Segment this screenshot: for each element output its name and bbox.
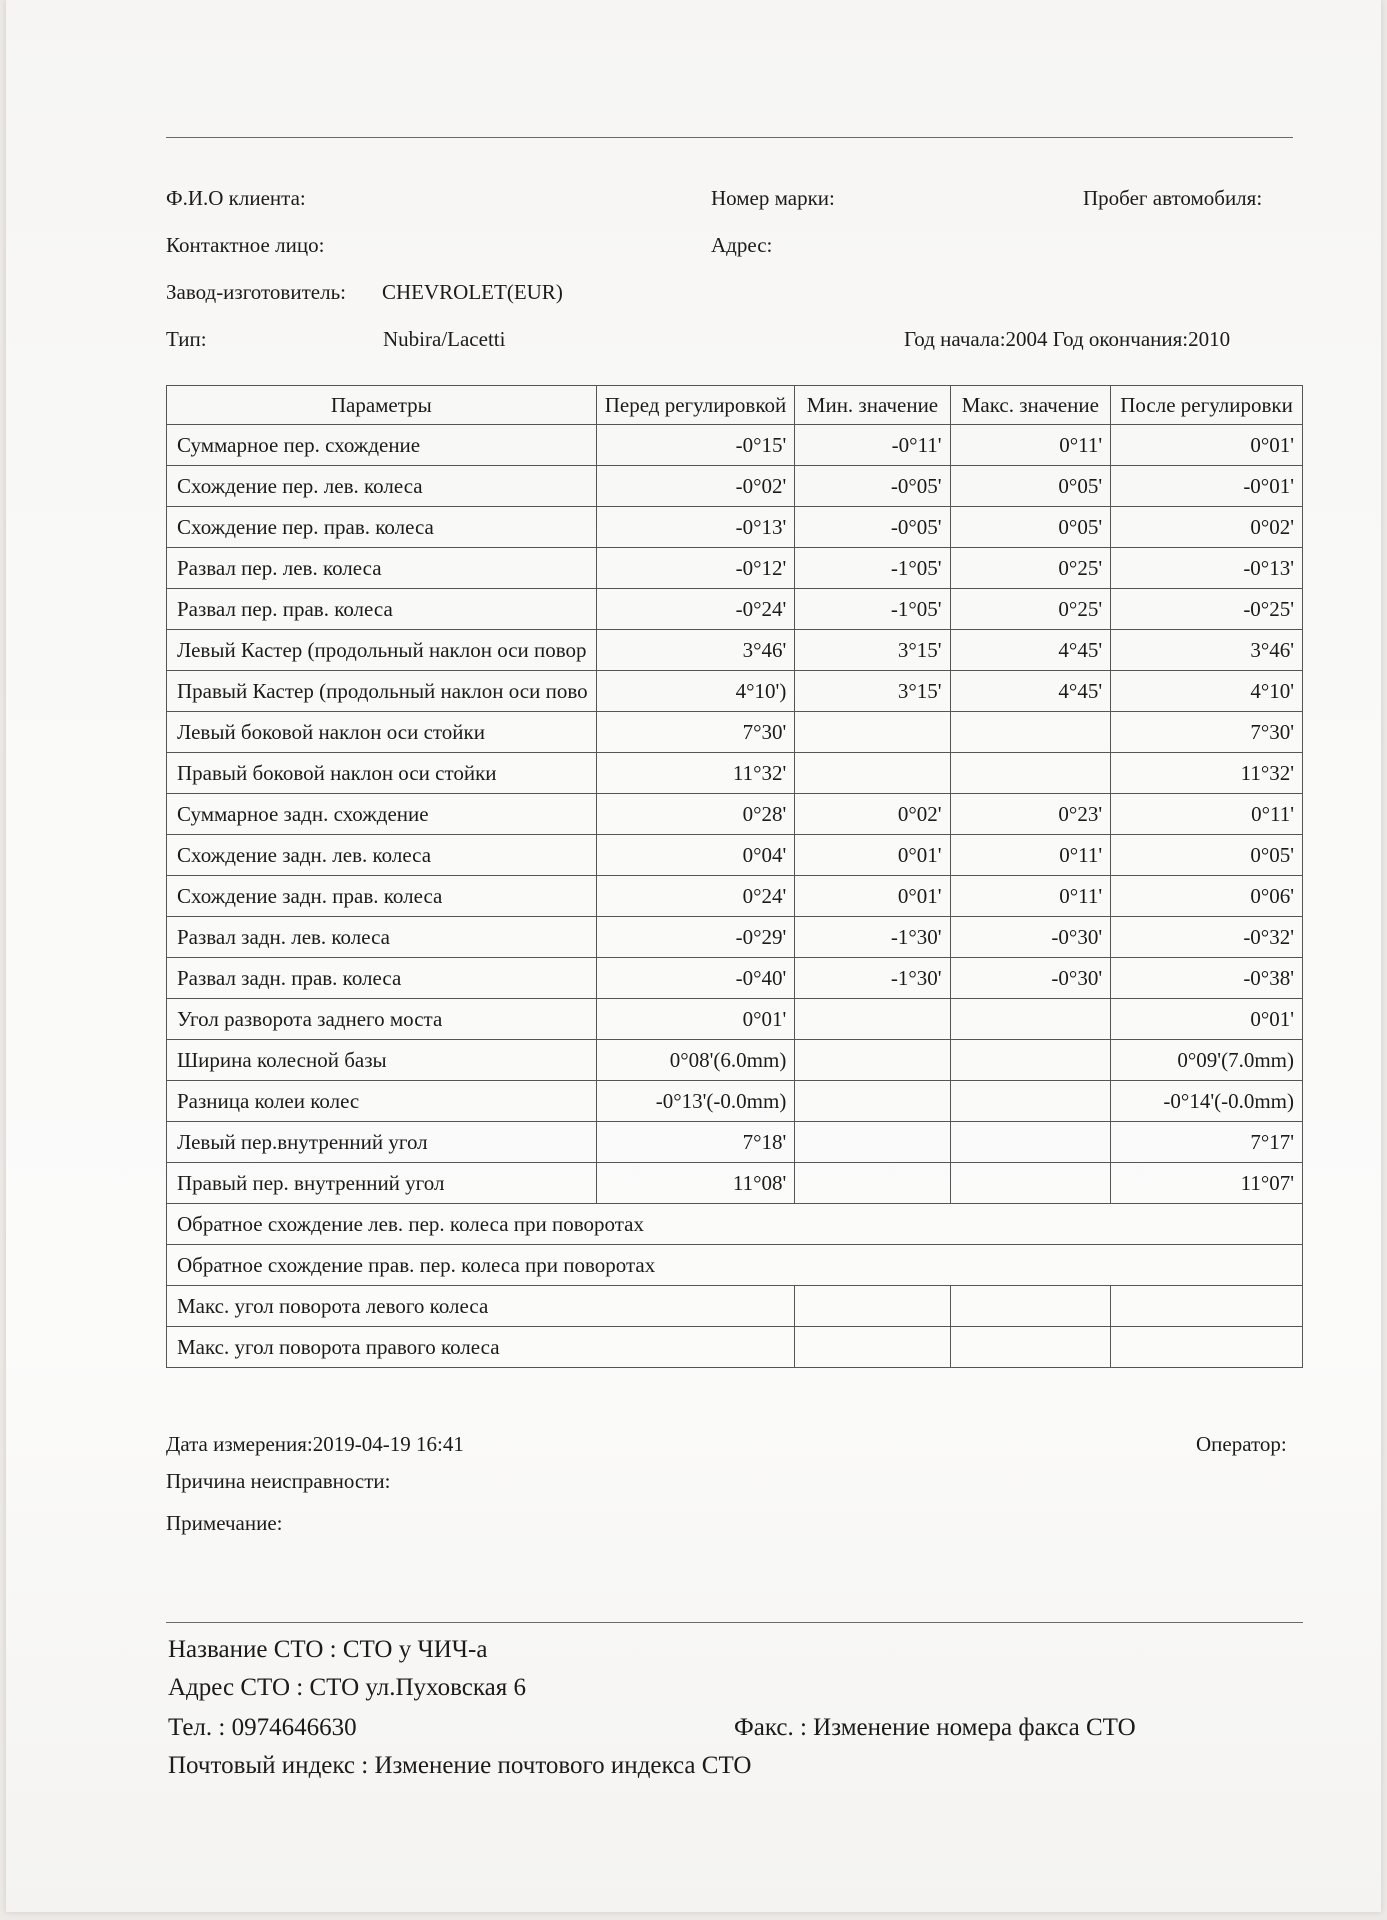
value-min — [795, 712, 950, 753]
table-row — [167, 548, 1303, 589]
col-header-max: Макс. значение — [950, 386, 1111, 425]
value-min: -1°05' — [795, 548, 950, 589]
sto-fax: Факс. : Изменение номера факса СТО — [734, 1714, 1136, 1741]
table-row — [167, 1327, 1303, 1368]
table-row — [167, 589, 1303, 630]
operator-label: Оператор: — [1196, 1432, 1287, 1456]
value-after — [1111, 1327, 1303, 1368]
value-before: -0°40' — [596, 958, 795, 999]
value-before: 4°10') — [596, 671, 795, 712]
value-max — [950, 1081, 1111, 1122]
col-header-min: Мин. значение — [795, 386, 950, 425]
param-name: Левый боковой наклон оси стойки — [167, 712, 597, 753]
value-after: 0°01' — [1111, 999, 1303, 1040]
value-max — [950, 999, 1111, 1040]
value-max: 4°45' — [950, 671, 1111, 712]
value-after: 3°46' — [1111, 630, 1303, 671]
value-after: 4°10' — [1111, 671, 1303, 712]
value-before: 11°32' — [596, 753, 795, 794]
top-divider — [166, 137, 1293, 138]
value-before: -0°02' — [596, 466, 795, 507]
value-after: -0°25' — [1111, 589, 1303, 630]
sto-name: Название СТО : СТО у ЧИЧ-а — [168, 1636, 488, 1663]
param-name: Суммарное пер. схождение — [167, 425, 597, 466]
value-after: 0°06' — [1111, 876, 1303, 917]
value-after: 0°09'(7.0mm) — [1111, 1040, 1303, 1081]
value-min — [795, 1163, 950, 1204]
param-name: Левый Кастер (продольный наклон оси повор — [167, 630, 597, 671]
note-label: Примечание: — [166, 1511, 283, 1535]
param-name: Угол разворота заднего моста — [167, 999, 597, 1040]
value-before: 0°04' — [596, 835, 795, 876]
value-max: 0°05' — [950, 466, 1111, 507]
value-min — [795, 1122, 950, 1163]
sto-address: Адрес СТО : СТО ул.Пуховская 6 — [168, 1674, 526, 1701]
contact-label: Контактное лицо: — [166, 233, 325, 257]
value-before: 0°08'(6.0mm) — [596, 1040, 795, 1081]
value-max: -0°30' — [950, 917, 1111, 958]
param-name: Макс. угол поворота левого колеса — [167, 1286, 795, 1327]
param-name: Левый пер.внутренний угол — [167, 1122, 597, 1163]
value-after: 11°07' — [1111, 1163, 1303, 1204]
value-max — [950, 753, 1111, 794]
table-row — [167, 917, 1303, 958]
table-row — [167, 507, 1303, 548]
value-before: -0°24' — [596, 589, 795, 630]
value-after: 0°02' — [1111, 507, 1303, 548]
value-before: 0°24' — [596, 876, 795, 917]
alignment-table — [166, 385, 1303, 1368]
value-after: 11°32' — [1111, 753, 1303, 794]
table-row — [167, 835, 1303, 876]
value-max: 0°23' — [950, 794, 1111, 835]
value-after: 0°05' — [1111, 835, 1303, 876]
value-min: -0°05' — [795, 507, 950, 548]
value-before: -0°13'(-0.0mm) — [596, 1081, 795, 1122]
param-name: Схождение задн. лев. колеса — [167, 835, 597, 876]
table-row-wide — [167, 1245, 1303, 1286]
value-before: 7°18' — [596, 1122, 795, 1163]
col-header-before: Перед регулировкой — [596, 386, 795, 425]
value-max — [950, 1040, 1111, 1081]
value-before: -0°12' — [596, 548, 795, 589]
param-name: Правый Кастер (продольный наклон оси пово — [167, 671, 597, 712]
table-row — [167, 1163, 1303, 1204]
value-min — [795, 999, 950, 1040]
mileage-label: Пробег автомобиля: — [1083, 186, 1263, 210]
param-name: Правый пер. внутренний угол — [167, 1163, 597, 1204]
col-header-after: После регулировки — [1111, 386, 1303, 425]
value-after: 7°17' — [1111, 1122, 1303, 1163]
value-min: 0°02' — [795, 794, 950, 835]
param-name: Ширина колесной базы — [167, 1040, 597, 1081]
value-after — [1111, 1286, 1303, 1327]
value-min: -0°11' — [795, 425, 950, 466]
value-max — [950, 712, 1111, 753]
param-name: Развал задн. прав. колеса — [167, 958, 597, 999]
value-max — [950, 1286, 1111, 1327]
table-header-row — [167, 386, 1303, 425]
value-after: 7°30' — [1111, 712, 1303, 753]
manufacturer-label: Завод-изготовитель: — [166, 280, 346, 304]
plate-label: Номер марки: — [711, 186, 835, 210]
table-row — [167, 1081, 1303, 1122]
value-min: -1°30' — [795, 958, 950, 999]
param-name: Развал пер. прав. колеса — [167, 589, 597, 630]
value-min — [795, 1327, 950, 1368]
param-name: Обратное схождение прав. пер. колеса при поворотах — [167, 1245, 1303, 1286]
value-after: -0°38' — [1111, 958, 1303, 999]
value-after: -0°14'(-0.0mm) — [1111, 1081, 1303, 1122]
value-after: -0°01' — [1111, 466, 1303, 507]
production-years: Год начала:2004 Год окончания:2010 — [904, 327, 1231, 351]
value-max: 0°25' — [950, 548, 1111, 589]
table-row — [167, 1040, 1303, 1081]
param-name: Макс. угол поворота правого колеса — [167, 1327, 795, 1368]
value-min: -1°05' — [795, 589, 950, 630]
param-name: Правый боковой наклон оси стойки — [167, 753, 597, 794]
value-max: 4°45' — [950, 630, 1111, 671]
value-min — [795, 1286, 950, 1327]
param-name: Суммарное задн. схождение — [167, 794, 597, 835]
value-min: -0°05' — [795, 466, 950, 507]
sto-phone: Тел. : 0974646630 — [168, 1714, 357, 1741]
value-max: 0°05' — [950, 507, 1111, 548]
value-after: 0°01' — [1111, 425, 1303, 466]
value-max: 0°11' — [950, 425, 1111, 466]
value-before: 0°28' — [596, 794, 795, 835]
value-before: 7°30' — [596, 712, 795, 753]
value-min — [795, 753, 950, 794]
param-name: Разница колеи колес — [167, 1081, 597, 1122]
manufacturer-value: CHEVROLET(EUR) — [382, 280, 563, 304]
value-min: 0°01' — [795, 835, 950, 876]
table-row — [167, 1122, 1303, 1163]
value-max — [950, 1327, 1111, 1368]
value-before: -0°13' — [596, 507, 795, 548]
value-before: 3°46' — [596, 630, 795, 671]
param-name: Обратное схождение лев. пер. колеса при поворотах — [167, 1204, 1303, 1245]
value-min: -1°30' — [795, 917, 950, 958]
type-label: Тип: — [166, 327, 207, 351]
type-value: Nubira/Lacetti — [383, 327, 506, 351]
table-row — [167, 794, 1303, 835]
value-after: -0°13' — [1111, 548, 1303, 589]
value-max: 0°11' — [950, 876, 1111, 917]
value-max: 0°25' — [950, 589, 1111, 630]
value-max — [950, 1122, 1111, 1163]
param-name: Развал задн. лев. колеса — [167, 917, 597, 958]
param-name: Схождение пер. прав. колеса — [167, 507, 597, 548]
value-before: 0°01' — [596, 999, 795, 1040]
footer-divider — [166, 1622, 1303, 1623]
sto-postal: Почтовый индекс : Изменение почтового индекса СТО — [168, 1752, 752, 1779]
address-label: Адрес: — [711, 233, 773, 257]
param-name: Схождение задн. прав. колеса — [167, 876, 597, 917]
value-min — [795, 1040, 950, 1081]
value-max — [950, 1163, 1111, 1204]
param-name: Развал пер. лев. колеса — [167, 548, 597, 589]
table-row — [167, 999, 1303, 1040]
table-row — [167, 753, 1303, 794]
value-max: 0°11' — [950, 835, 1111, 876]
param-name: Схождение пер. лев. колеса — [167, 466, 597, 507]
table-row — [167, 876, 1303, 917]
table-row — [167, 958, 1303, 999]
col-header-parameters: Параметры — [167, 386, 597, 425]
value-max: -0°30' — [950, 958, 1111, 999]
table-row — [167, 630, 1303, 671]
value-min — [795, 1081, 950, 1122]
value-min: 3°15' — [795, 630, 950, 671]
table-row — [167, 1286, 1303, 1327]
value-before: -0°29' — [596, 917, 795, 958]
value-before: -0°15' — [596, 425, 795, 466]
report-sheet — [6, 0, 1381, 1912]
table-row — [167, 712, 1303, 753]
fault-reason-label: Причина неисправности: — [166, 1469, 391, 1493]
value-before: 11°08' — [596, 1163, 795, 1204]
table-row — [167, 466, 1303, 507]
measure-date: Дата измерения:2019-04-19 16:41 — [166, 1432, 464, 1456]
table-row-wide — [167, 1204, 1303, 1245]
table-row — [167, 425, 1303, 466]
value-min: 3°15' — [795, 671, 950, 712]
value-after: 0°11' — [1111, 794, 1303, 835]
value-min: 0°01' — [795, 876, 950, 917]
value-after: -0°32' — [1111, 917, 1303, 958]
table-row — [167, 671, 1303, 712]
client-name-label: Ф.И.О клиента: — [166, 186, 306, 210]
